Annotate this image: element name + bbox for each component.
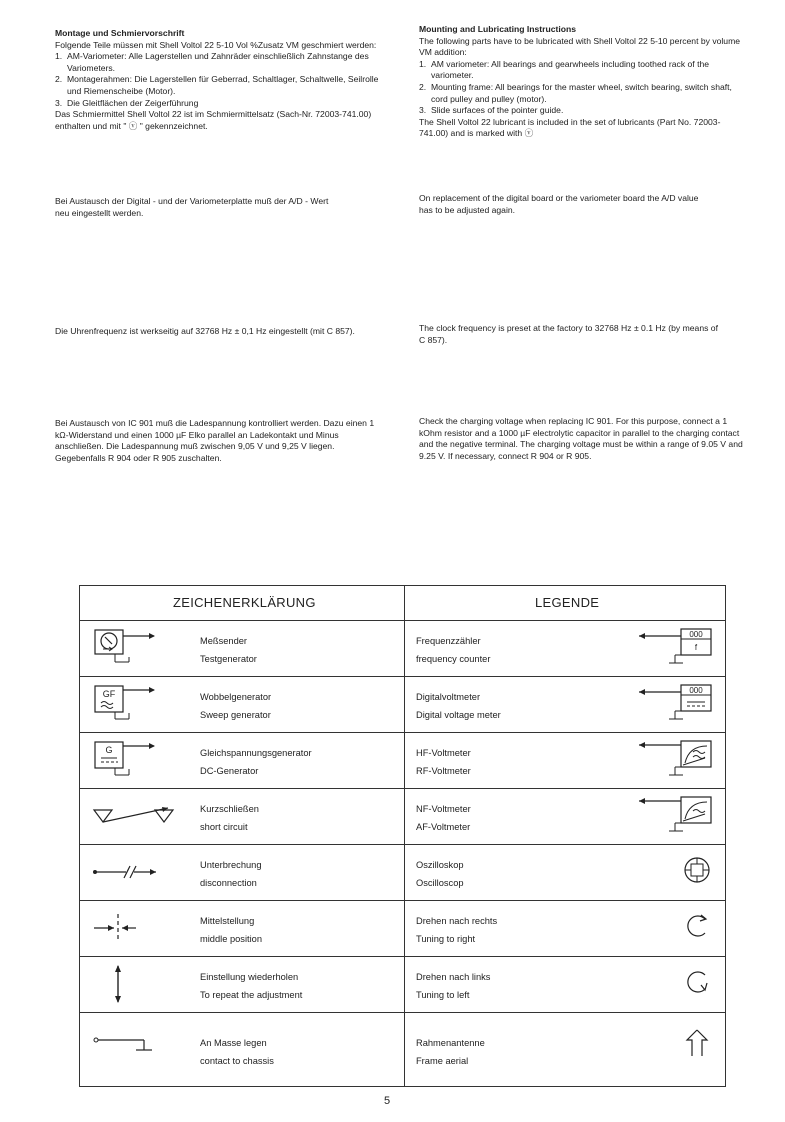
- ad-adjust-de: Bei Austausch der Digital - und der Variometerplatte muß der A/D - Wert neu eingestellt werden.: [55, 196, 329, 218]
- symbol-label-de: Unterbrechung: [200, 860, 262, 870]
- lubrication-list: [55, 51, 390, 109]
- lubrication-section-en: [419, 24, 745, 140]
- svg-text:000: 000: [689, 686, 703, 695]
- symbol-label-de: Frequenzzähler: [416, 636, 481, 646]
- symbol-label-de: Digitalvoltmeter: [416, 692, 481, 702]
- legend-row: [80, 900, 725, 957]
- lubrication-section-de: [55, 28, 390, 132]
- svg-text:GF: GF: [102, 689, 116, 699]
- symbol-legend-table: [79, 585, 726, 1087]
- section-title: Montage und Schmiervorschrift: [55, 28, 185, 38]
- list-item: 1. AM variometer: All bearings and gearwheels including toothed rack of the variometer.: [419, 58, 710, 81]
- symbol-label-de: Drehen nach links: [416, 972, 491, 982]
- legend-row: [80, 788, 725, 845]
- legend-title-en: LEGENDE: [535, 595, 600, 610]
- list-item: 3. Die Gleitflächen der Zeigerführung: [55, 97, 199, 108]
- chassis-ground-icon: [92, 1026, 192, 1070]
- symbol-label-de: HF-Voltmeter: [416, 748, 471, 758]
- symbol-label-en: middle position: [200, 934, 263, 944]
- legend-row: [80, 676, 725, 733]
- intro-text: The following parts have to be lubricated with Shell Voltol 22 5-10 percent by volume VM addition:: [419, 35, 741, 58]
- symbol-label-de: Kurzschließen: [200, 804, 259, 814]
- legend-title-de: ZEICHENERKLÄRUNG: [173, 595, 316, 610]
- middle-position-icon: [92, 906, 192, 950]
- symbol-label-de: Gleichspannungsgenerator: [200, 748, 312, 758]
- page-number: 5: [384, 1095, 391, 1107]
- symbol-label-de: Rahmenantenne: [416, 1038, 485, 1048]
- svg-text:f: f: [694, 643, 698, 652]
- intro-text: Folgende Teile müssen mit Shell Voltol 22 5-10 Vol %Zusatz VM geschmiert werden:: [55, 39, 377, 50]
- disconnection-icon: [92, 850, 192, 894]
- symbol-label-de: Drehen nach rechts: [416, 916, 498, 926]
- symbol-label-de: Mittelstellung: [200, 916, 255, 926]
- frequency-counter-icon: [635, 626, 715, 670]
- rotate-right-icon: [635, 906, 715, 950]
- lubricant-note: The Shell Voltol 22 lubricant is included in the set of lubricants (Part No. 72003-741.00) and is marked with ⓥ: [419, 116, 721, 139]
- list-item: 2. Montagerahmen: Die Lagerstellen für Geberrad, Schaltlager, Schaltwelle, Seilrolle und Riemenscheibe (Motor).: [55, 74, 379, 96]
- symbol-label-de: NF-Voltmeter: [416, 804, 471, 814]
- symbol-label-de: Wobbelgenerator: [200, 692, 272, 702]
- symbol-label-en: RF-Voltmeter: [416, 766, 471, 776]
- repeat-adjustment-icon: [92, 962, 192, 1006]
- list-item: 3. Slide surfaces of the pointer guide.: [419, 105, 564, 116]
- svg-text:000: 000: [689, 630, 703, 639]
- charging-voltage-en: Check the charging voltage when replacing IC 901. For this purpose, connect a 1 kOhm resistor and a 1000 µF electrolytic capacitor in parallel to the charging contact and the negative terminal. The charging voltage must be within a range of 9.05 V and 9.25 V. If necessary, connect R 904 or R 905.: [419, 416, 743, 461]
- symbol-label-en: Frame aerial: [416, 1056, 469, 1066]
- section-title: Mounting and Lubricating Instructions: [419, 24, 577, 34]
- symbol-label-en: contact to chassis: [200, 1056, 274, 1066]
- symbol-label-de: Einstellung wiederholen: [200, 972, 299, 982]
- clock-frequency-en: The clock frequency is preset at the factory to 32768 Hz ± 0.1 Hz (by means of C 857).: [419, 323, 718, 345]
- symbol-label-de: Oszilloskop: [416, 860, 464, 870]
- symbol-label-en: Tuning to left: [416, 990, 470, 1000]
- symbol-label-en: Digital voltage meter: [416, 710, 501, 720]
- lubricant-note: Das Schmiermittel Shell Voltol 22 ist im Schmiermittelsatz (Sach-Nr. 72003-741.00) enthalten und mit " ⓥ " gekennzeichnet.: [55, 109, 372, 131]
- svg-text:G: G: [105, 745, 113, 755]
- symbol-label-en: AF-Voltmeter: [416, 822, 471, 832]
- frame-aerial-icon: [635, 1026, 715, 1070]
- legend-row: [80, 732, 725, 789]
- rf-voltmeter-icon: [635, 738, 715, 782]
- list-item: 1. AM-Variometer: Alle Lagerstellen und Zahnräder einschließlich Zahnstange des Variometers.: [55, 51, 369, 73]
- legend-header: [80, 586, 725, 621]
- oscilloscope-icon: [635, 850, 715, 894]
- short-circuit-icon: [92, 794, 192, 838]
- legend-row: [80, 620, 725, 677]
- clock-frequency-de: Die Uhrenfrequenz ist werkseitig auf 32768 Hz ± 0,1 Hz eingestellt (mit C 857).: [55, 326, 355, 336]
- sweep-generator-icon: [92, 682, 182, 726]
- ad-adjust-en: On replacement of the digital board or the variometer board the A/D value has to be adjusted again.: [419, 193, 699, 215]
- symbol-label-en: Oscilloscop: [416, 878, 464, 888]
- symbol-label-en: Tuning to right: [416, 934, 476, 944]
- list-item: 2. Mounting frame: All bearings for the master wheel, switch bearing, switch shaft, cord pulley and pulley (motor).: [419, 81, 732, 104]
- lubrication-list: [419, 59, 745, 117]
- symbol-label-en: short circuit: [200, 822, 248, 832]
- legend-row: [80, 844, 725, 901]
- symbol-label-en: DC-Generator: [200, 766, 259, 776]
- dc-generator-icon: [92, 738, 182, 782]
- symbol-label-en: disconnection: [200, 878, 257, 888]
- symbol-label-en: frequency counter: [416, 654, 491, 664]
- symbol-label-de: Meßsender: [200, 636, 248, 646]
- digital-voltmeter-icon: [635, 682, 715, 726]
- af-voltmeter-icon: [635, 794, 715, 838]
- symbol-label-de: An Masse legen: [200, 1038, 267, 1048]
- legend-row: [80, 1012, 725, 1088]
- symbol-label-en: To repeat the adjustment: [200, 990, 303, 1000]
- symbol-label-en: Testgenerator: [200, 654, 257, 664]
- test-generator-icon: [92, 626, 182, 670]
- charging-voltage-de: Bei Austausch von IC 901 muß die Ladespannung kontrolliert werden. Dazu einen 1 kΩ-Widerstand und einen 1000 µF Elko parallel an Ladekontakt und Minus anschließen. Die Ladespannung muß zwischen 9,05 V und 9,25 V liegen. Gegebenfalls R 904 oder R 905 zuschalten.: [55, 418, 375, 463]
- symbol-label-en: Sweep generator: [200, 710, 271, 720]
- rotate-left-icon: [635, 962, 715, 1006]
- legend-row: [80, 956, 725, 1013]
